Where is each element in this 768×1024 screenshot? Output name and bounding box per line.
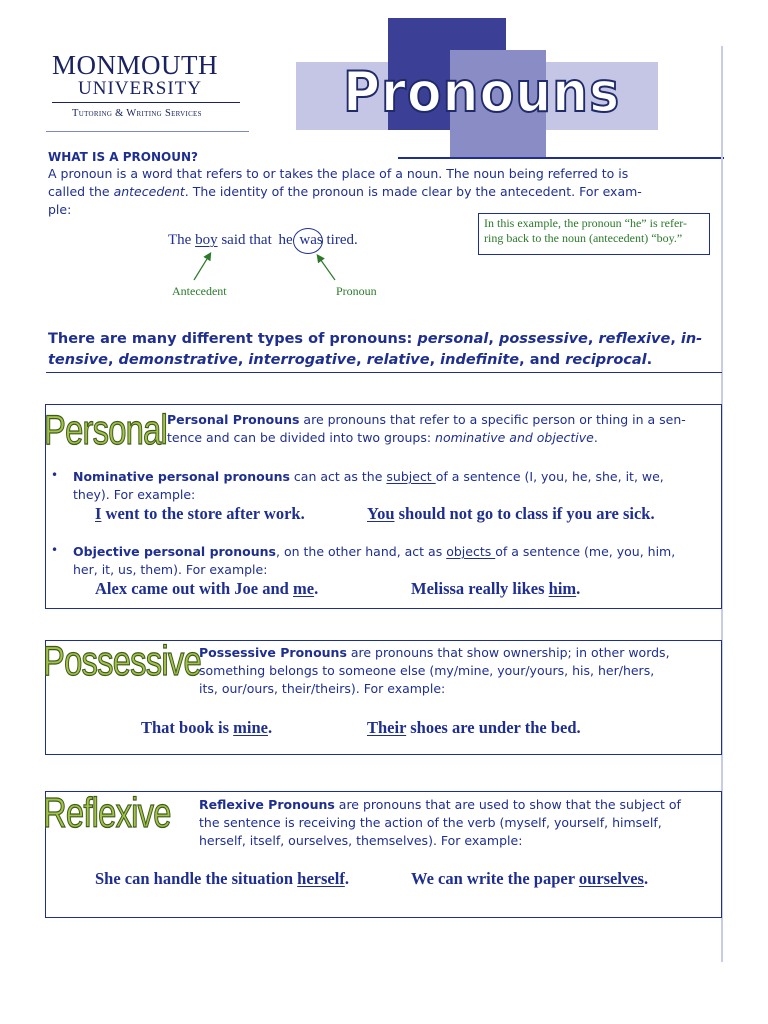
objective-line-2: her, it, us, them). For example: [73,562,268,577]
example-text: She can handle the situation [95,869,298,888]
personal-definition [167,411,719,447]
example-text: Alex came out with Joe and [95,579,293,598]
example-text: We can write the paper [411,869,579,888]
example-pronoun: ourselves [578,869,644,888]
type-demonstrative: demonstrative [118,352,238,368]
callout-line: In this example, the pronoun “he” is refer- [484,216,688,230]
example-pronoun: me [292,579,315,598]
example-melissa [411,579,580,599]
types-line-2 [48,350,720,371]
example-text: That book is [141,718,234,737]
nominative-line-2: they). For example: [73,487,196,502]
types-sep: , [488,331,499,347]
example-word: The [168,232,196,248]
types-rule [46,372,722,373]
page-title: Pronouns [343,60,621,124]
example-pronoun: he [278,232,293,248]
example-pronoun: You [367,504,395,523]
pronoun-types [48,329,720,371]
logo-services: Tutoring & Writing Services [72,108,202,119]
example-text: Melissa really likes [411,579,549,598]
example-she-can [95,869,349,889]
callout-line: ring back to the noun (antecedent) “boy.” [484,231,683,245]
example-text: . [643,869,649,888]
nominative-paragraph [73,468,718,504]
possessive-term: Possessive Pronouns [199,645,347,660]
personal-text: are pronouns that refer to a specific person or thing in a sen- [299,412,686,427]
possessive-line-3: its, our/ours, their/theirs). For example: [199,681,446,696]
personal-text: tence and can be divided into two groups: [167,430,436,445]
example-pronoun: herself [297,869,345,888]
logo-university-name: MONMOUTH [52,50,218,80]
personal-text: . [593,430,598,445]
antecedent-arrow [194,254,210,280]
objective-text: of a sentence (me, you, him, [495,544,676,559]
pronoun-arrow [318,256,335,280]
example-we-can [411,869,648,889]
types-sep: , [670,331,681,347]
reflexive-line-1 [199,796,719,814]
reflexive-term: Reflexive Pronouns [199,797,335,812]
example-text: . [344,869,349,888]
personal-word-art: Personal [44,406,168,453]
type-intensive: in- [680,331,703,347]
type-possessive: possessive [498,331,588,347]
nominative-line-1 [73,468,718,486]
objective-line-1 [73,543,718,561]
objective-paragraph [73,543,718,579]
example-text: . [576,579,581,598]
example-their-shoes [367,718,581,738]
intro-paragraph [48,165,713,219]
intro-text: called the [48,184,114,199]
example-text: . [314,579,319,598]
possessive-definition [199,644,719,698]
reflexive-line-3: herself, itself, ourselves, themselves). For example: [199,833,523,848]
reflexive-word-art: Reflexive [43,789,171,836]
header-rule [398,157,724,159]
possessive-line-2: something belongs to someone else (my/mine, your/yours, his, her/hers, [199,663,655,678]
type-reflexive: reflexive [598,331,671,347]
types-sep: , [107,352,119,368]
intro-antecedent-term: antecedent [113,184,185,199]
personal-groups: nominative and objective [435,430,594,445]
type-reciprocal: reciprocal [565,352,647,368]
intro-heading: WHAT IS A PRONOUN? [48,150,198,164]
example-alex [95,579,318,599]
example-text: shoes are under the bed. [406,718,581,737]
type-intensive: tensive [48,352,108,368]
example-callout [478,213,710,255]
intro-line-1: A pronoun is a word that refers to or takes the place of a noun. The noun being referred to is [48,166,629,181]
types-and: and [529,352,566,368]
types-sep: , [429,352,441,368]
possessive-text: are pronouns that show ownership; in other words, [346,645,670,660]
type-interrogative: interrogative [248,352,357,368]
pronoun-label: Pronoun [336,284,377,298]
intro-line-2 [48,183,713,201]
intro-text: . The identity of the pronoun is made clear by the antecedent. For exam- [184,184,642,199]
bullet-dot: • [51,468,59,482]
example-i-went [95,504,305,524]
reflexive-text: are pronouns that are used to show that the subject of [334,797,681,812]
types-sep: , [237,352,249,368]
type-relative: relative [366,352,430,368]
example-antecedent: boy [195,232,218,248]
possessive-line-1 [199,644,719,662]
example-text: should not go to class if you are sick. [394,504,655,523]
personal-def-line-2 [167,429,719,447]
type-indefinite: indefinite [440,352,520,368]
logo-underline [46,131,249,132]
bullet-dot: • [51,543,59,557]
example-you-should [367,504,655,524]
intro-line-3: ple: [48,202,72,217]
example-pronoun: I [95,504,102,523]
objective-term: Objective personal pronouns [73,544,276,559]
example-that-book [141,718,272,738]
reflexive-line-2: the sentence is receiving the action of the verb (myself, yourself, himself, [199,815,662,830]
example-word: was tired. [295,232,358,248]
logo-divider [52,102,240,103]
nominative-text: can act as the [289,469,387,484]
example-word: said that [217,232,276,248]
objective-text: , on the other hand, act as [276,544,447,559]
personal-term: Personal Pronouns [167,412,300,427]
example-text: . [268,718,273,737]
type-personal: personal [417,331,489,347]
types-sep: , [356,352,367,368]
nominative-term: Nominative personal pronouns [73,469,290,484]
types-sep: , [587,331,599,347]
personal-def-line-1 [167,411,719,429]
types-lead: There are many different types of pronouns: [48,331,418,347]
antecedent-label: Antecedent [172,284,227,298]
reflexive-definition [199,796,719,850]
example-pronoun: him [548,579,577,598]
possessive-word-art: Possessive [43,637,201,684]
example-pronoun: Their [367,718,407,737]
logo-university-sub: UNIVERSITY [78,78,202,99]
example-pronoun: mine [233,718,269,737]
types-sep: , [519,352,530,368]
types-period: . [646,352,653,368]
example-text: went to the store after work. [101,504,305,523]
types-line-1 [48,329,720,350]
nominative-text: of a sentence (I, you, he, she, it, we, [435,469,664,484]
objects-term: objects [446,544,496,559]
subject-term: subject [386,469,436,484]
